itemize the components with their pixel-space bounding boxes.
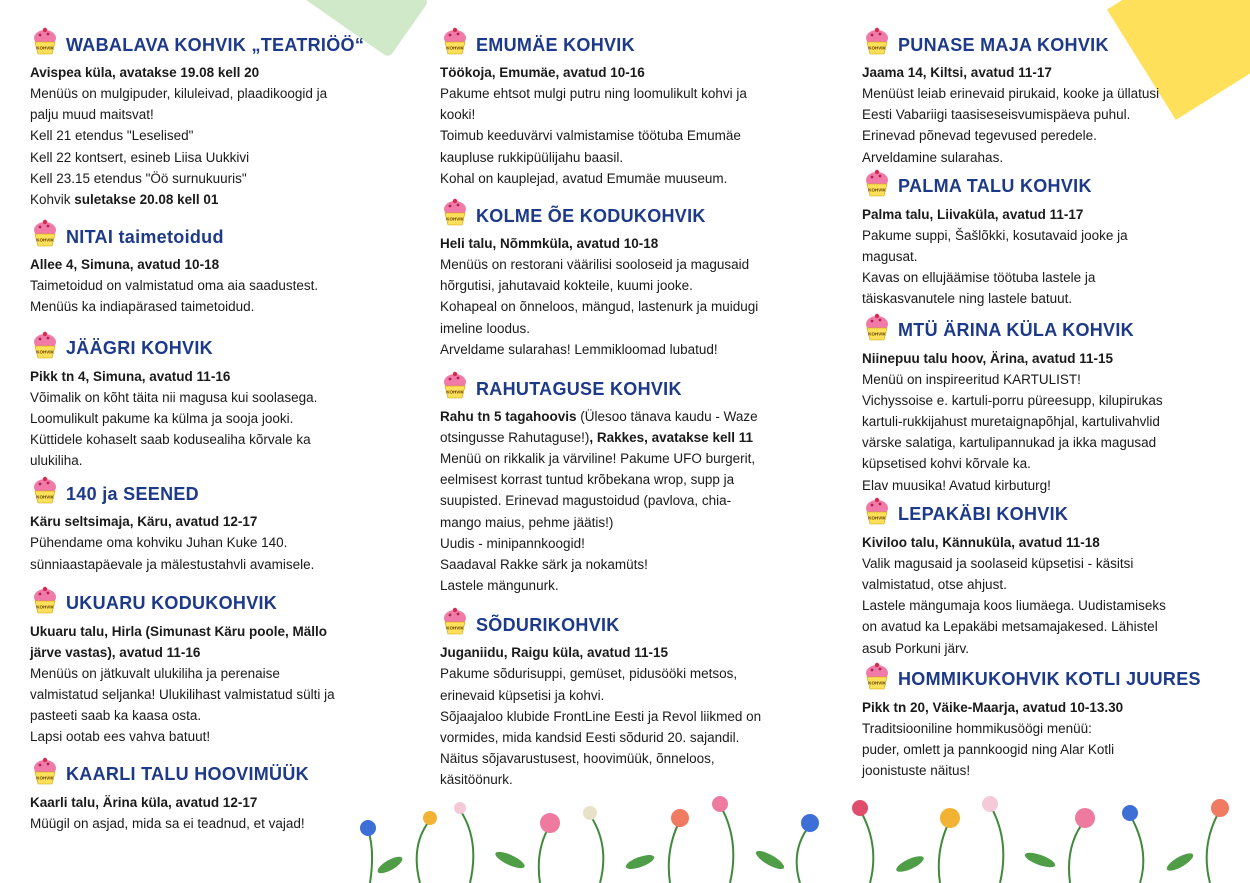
cafe-text-line: on avatud ka Lepakäbi metsamajakesed. Lähistel [862, 619, 1158, 635]
cafe-location: Jaama 14, Kiltsi, avatud 11-17 [862, 65, 1052, 80]
closing-prefix: Kohvik [30, 192, 75, 208]
cupcake-svg [862, 496, 892, 526]
cafe-title: KAARLI TALU HOOVIMÜÜK [66, 764, 309, 785]
cafe-text-line: Kavas on ellujäämise töötuba lastele ja [862, 270, 1096, 286]
cafe-title: NITAI taimetoidud [66, 226, 224, 247]
cupcake-svg [862, 661, 892, 691]
cafe-location: Niinepuu talu hoov, Ärina, avatud 11-15 [862, 350, 1114, 366]
column-left [30, 30, 410, 834]
cafe-text-line: asub Porkuni järv. [862, 640, 970, 656]
cafe-text-line: Menüüs on mulgipuder, kiluleivad, plaadikoogid ja [30, 86, 328, 101]
cupcake-label: KOHVIK [36, 775, 54, 781]
cafe-text-line: kartuli-rukkijahust muretaignapõhjal, kartulivahvlid [862, 414, 1160, 430]
cafe-text-line: palju muud maitsvat! [30, 107, 154, 123]
cafe-text-line: Traditsiooniline hommikusöögi menüü: [862, 720, 1092, 736]
cafe-text-line: täiskasvanutele ning lastele batuut. [862, 291, 1073, 307]
cupcake-svg [30, 218, 60, 248]
cafe-location: Palma talu, Liivaküla, avatud 11-17 [862, 206, 1084, 222]
cupcake-icon [30, 218, 60, 248]
cafe-text-line: Lastele mängumaja koos liumäega. Uudistamiseks [862, 598, 1166, 614]
cupcake-label: KOHVIK [36, 45, 54, 51]
cafe-title: HOMMIKUKOHVIK KOTLI JUURES [898, 669, 1201, 690]
cafe-card-sodurikohvik [440, 610, 830, 790]
cafe-card-ukuaru [30, 589, 410, 748]
column-middle [440, 30, 830, 791]
cupcake-icon [30, 756, 60, 786]
cafe-text-line: joonistuste näitus! [862, 763, 971, 779]
cafe-location: järve vastas), avatud 11-16 [30, 644, 201, 660]
wildflower-border-illustration [350, 790, 1250, 883]
cafe-text-line: pasteeti saab ka kaasa osta. [30, 708, 202, 724]
cafe-card-arina [862, 316, 1232, 496]
cupcake-label: KOHVIK [868, 45, 886, 51]
cafe-card-palma [862, 172, 1232, 310]
cafe-text-line: Näitus sõjavarustusest, hoovimüük, õnneloos, [440, 751, 715, 767]
cafe-text-line: Loomulikult pakume ka külma ja sooja jooki. [30, 410, 294, 426]
cafe-text-line: Kell 21 etendus "Leselised" [30, 128, 194, 144]
cupcake-icon [862, 496, 892, 526]
cafe-text-line: küpsetised kohvi kõrvale ka. [862, 456, 1031, 472]
cafe-text-line: valmistatud seljanka! Ulukilihast valmistatud sülti ja [30, 687, 335, 703]
cafe-text-line: Lapsi ootab ees vahva batuut! [30, 729, 211, 745]
cafe-card-wabalava [30, 30, 410, 210]
cupcake-icon [440, 606, 470, 636]
cupcake-label: KOHVIK [36, 604, 54, 610]
location-note: (Ülesoo tänava kaudu - Waze [576, 409, 758, 425]
cafe-location: Avispea küla, avatakse 19.08 kell 20 [30, 65, 260, 80]
cupcake-label: KOHVIK [36, 494, 54, 500]
cafe-title: RAHUTAGUSE KOHVIK [476, 378, 682, 399]
column-right [862, 30, 1232, 781]
cafe-location: Kaarli talu, Ärina küla, avatud 12-17 [30, 794, 258, 810]
flower-blossoms [360, 796, 1229, 836]
cafe-text-line: Taimetoidud on valmistatud oma aia saadustest. [30, 278, 319, 294]
cupcake-svg [30, 330, 60, 360]
cafe-text-line: Eesti Vabariigi taasiseseisvumispäeva puhul. [862, 107, 1131, 123]
cafe-text-line: valmistatud, otse ahjust. [862, 577, 1007, 593]
cafe-title: KOLME ÕE KODUKOHVIK [476, 205, 706, 226]
cupcake-icon [440, 197, 470, 227]
cafe-text-line: kaupluse rukkipüülijahu baasil. [440, 149, 624, 165]
cafe-title: UKUARU KODUKOHVIK [66, 593, 278, 614]
cafe-text-line: Lastele mängunurk. [440, 578, 559, 594]
cafe-title: SÕDURIKOHVIK [476, 614, 620, 635]
cafe-card-rahutaguse [440, 374, 830, 596]
cafe-location: Töökoja, Emumäe, avatud 10-16 [440, 65, 645, 80]
cupcake-icon [862, 661, 892, 691]
cafe-text-line: Valik magusaid ja soolaseid küpsetisi - käsitsi [862, 555, 1134, 571]
cafe-title: 140 ja SEENED [66, 483, 199, 504]
cupcake-label: KOHVIK [868, 331, 886, 337]
cafe-text-line: Menüüst leiab erinevaid pirukaid, kooke ja üllatusi [862, 86, 1160, 101]
cafe-card-lepakabi [862, 500, 1232, 659]
cafe-card-kolme-oe [440, 201, 830, 360]
location-note: otsingusse Rahutaguse!) [440, 430, 590, 446]
location-bold: Rahu tn 5 tagahoovis [440, 409, 577, 425]
cafe-text-line: Pakume sõdurisuppi, gemüset, pidusööki metsos, [440, 666, 738, 682]
cafe-title: LEPAKÄBI KOHVIK [898, 504, 1069, 525]
cafe-text-line: erinevaid küpsetisi ja kohvi. [440, 687, 605, 703]
cafe-title: EMUMÄE KOHVIK [476, 34, 635, 55]
cupcake-icon [30, 330, 60, 360]
cafe-text-line: Saadaval Rakke särk ja nokamüts! [440, 557, 648, 573]
cafe-text-line: Võimalik on kõht täita nii magusa kui soolasega. [30, 389, 318, 405]
cafe-text-line: Arveldamine sularahas. [862, 149, 1004, 165]
cafe-title: WABALAVA KOHVIK „TEATRIÖÖ“ [66, 34, 365, 55]
cafe-text-line: Müügil on asjad, mida sa ei teadnud, et vajad! [30, 815, 305, 831]
cafe-text-line: magusat. [862, 249, 918, 265]
cafe-text-line: Menüüs on jätkuvalt ulukiliha ja perenaise [30, 665, 280, 681]
cafe-text-line: Kohal on kauplejad, avatud Emumäe muuseum. [440, 170, 728, 186]
cafe-text-line: Kohapeal on õnneloos, mängud, lastenurk ja muidugi [440, 299, 759, 315]
cafe-text-line [30, 189, 410, 210]
cupcake-icon [862, 26, 892, 56]
cupcake-icon [440, 26, 470, 56]
cafe-text-line: Pakume ehtsot mulgi putru ning loomulikult kohvi ja [440, 86, 747, 101]
cafe-card-140-seened [30, 479, 410, 574]
cupcake-svg [862, 168, 892, 198]
cafe-text-line: sünniaastapäevale ja mälestustahvli avamisele. [30, 556, 315, 572]
cafe-location: Pikk tn 20, Väike-Maarja, avatud 10-13.30 [862, 699, 1124, 715]
cafe-location: Ukuaru talu, Hirla (Simunast Käru poole, Mällo [30, 623, 328, 639]
cafe-text-line: Elav muusika! Avatud kirbuturg! [862, 477, 1051, 493]
cupcake-label: KOHVIK [446, 625, 464, 631]
cafe-location: Heli talu, Nõmmküla, avatud 10-18 [440, 236, 659, 252]
cafe-text-line: Kell 22 kontsert, esineb Liisa Uukkivi [30, 149, 250, 165]
cafe-location: Kiviloo talu, Kännuküla, avatud 11-18 [862, 534, 1100, 550]
cupcake-label: KOHVIK [868, 515, 886, 521]
cupcake-label: KOHVIK [868, 187, 886, 193]
cafe-text-line: Menüü on inspireeritud KARTULIST! [862, 371, 1081, 387]
cafe-card-hommikukohvik [862, 665, 1232, 782]
cafe-location [440, 406, 830, 427]
cafe-text-line: värske salatiga, kartulipannukad ja ikka magusad [862, 435, 1157, 451]
cafe-card-nitai [30, 222, 410, 317]
cupcake-icon [30, 585, 60, 615]
cupcake-label: KOHVIK [868, 680, 886, 686]
cupcake-svg [862, 26, 892, 56]
cafe-card-emumae [440, 30, 830, 189]
cafe-text-line: Arveldame sularahas! Lemmikloomad lubatud! [440, 341, 718, 357]
cupcake-svg [30, 585, 60, 615]
cafe-text-line: Menüüs ka indiapärased taimetoidud. [30, 299, 255, 315]
cafe-text-line: Menüüs on restorani väärilisi sooloseid ja magusaid [440, 257, 750, 273]
cupcake-icon [440, 370, 470, 400]
cafe-text-line: Pakume suppi, Šašlõkki, kosutavaid jooke ja [862, 227, 1128, 243]
cafe-title: JÄÄGRI KOHVIK [66, 338, 213, 359]
cupcake-label: KOHVIK [446, 389, 464, 395]
cafe-text-line: Erinevad põnevad tegevused peredele. [862, 128, 1097, 144]
cupcake-svg [862, 312, 892, 342]
cupcake-icon [862, 168, 892, 198]
cupcake-icon [30, 26, 60, 56]
cafe-text-line: kooki! [440, 107, 476, 123]
cafe-location: Käru seltsimaja, Käru, avatud 12-17 [30, 514, 258, 530]
cafe-location: Juganiidu, Raigu küla, avatud 11-15 [440, 645, 669, 661]
cupcake-label: KOHVIK [446, 45, 464, 51]
cafe-text-line: Menüü on rikkalik ja värviline! Pakume UFO burgerit, [440, 451, 756, 467]
cafe-card-jaagri [30, 334, 410, 472]
cafe-text-line: hõrgutisi, jahutavaid kokteile, kuumi jooke. [440, 278, 693, 294]
cafe-text-line: Toimub keeduvärvi valmistamise töötuba Emumäe [440, 128, 741, 144]
cafe-text-line: käsitöönurk. [440, 772, 513, 788]
cupcake-svg [440, 370, 470, 400]
cafe-text-line: imeline loodus. [440, 320, 531, 336]
cafe-text-line: Pühendame oma kohviku Juhan Kuke 140. [30, 535, 288, 551]
cafe-text-line: Küttidele kohaselt saab kodusealiha kõrvale ka [30, 432, 311, 448]
cupcake-label: KOHVIK [36, 237, 54, 243]
cafe-title: PUNASE MAJA KOHVIK [898, 34, 1109, 55]
cafe-text-line: Uudis - minipannkoogid! [440, 535, 585, 551]
closing-time: suletakse 20.08 kell 01 [74, 192, 219, 208]
cupcake-svg [440, 26, 470, 56]
cupcake-svg [30, 26, 60, 56]
cupcake-label: KOHVIK [446, 216, 464, 222]
cafe-text-line: mango maius, pehme jäätis!) [440, 514, 614, 530]
cafe-card-punase-maja [862, 30, 1232, 168]
cafe-text-line: Kell 23.15 etendus "Öö surnukuuris" [30, 170, 247, 186]
cupcake-svg [440, 606, 470, 636]
cupcake-icon [30, 475, 60, 505]
cafe-location [440, 427, 830, 448]
cupcake-svg [30, 756, 60, 786]
cafe-text-line: vormides, mida kandsid Eesti sõdurid 20. sajandil. [440, 730, 740, 746]
cupcake-icon [862, 312, 892, 342]
flower-leaves [375, 848, 1195, 877]
cafe-text-line: ulukiliha. [30, 453, 83, 469]
location-bold: , Rakkes, avatakse kell 11 [589, 430, 753, 446]
cafe-text-line: Vichyssoise e. kartuli-porru püreesupp, kilupirukas [862, 392, 1163, 408]
cupcake-label: KOHVIK [36, 349, 54, 355]
cafe-text-line: Sõjaajaloo klubide FrontLine Eesti ja Revol liikmed on [440, 708, 762, 724]
cupcake-svg [440, 197, 470, 227]
cafe-text-line: eelmisest korrast tuntud krõbekana wrop, supp ja [440, 472, 735, 488]
cafe-location: Pikk tn 4, Simuna, avatud 11-16 [30, 368, 231, 384]
cupcake-svg [30, 475, 60, 505]
cafe-title: PALMA TALU KOHVIK [898, 176, 1092, 197]
cafe-location: Allee 4, Simuna, avatud 10-18 [30, 257, 220, 273]
cafe-text-line: suupisted. Erinevad magustoidud (pavlova, chia- [440, 493, 732, 509]
cafe-title: MTÜ ÄRINA KÜLA KOHVIK [898, 320, 1134, 341]
cafe-text-line: puder, omlett ja pannkoogid ning Alar Kotli [862, 742, 1115, 758]
